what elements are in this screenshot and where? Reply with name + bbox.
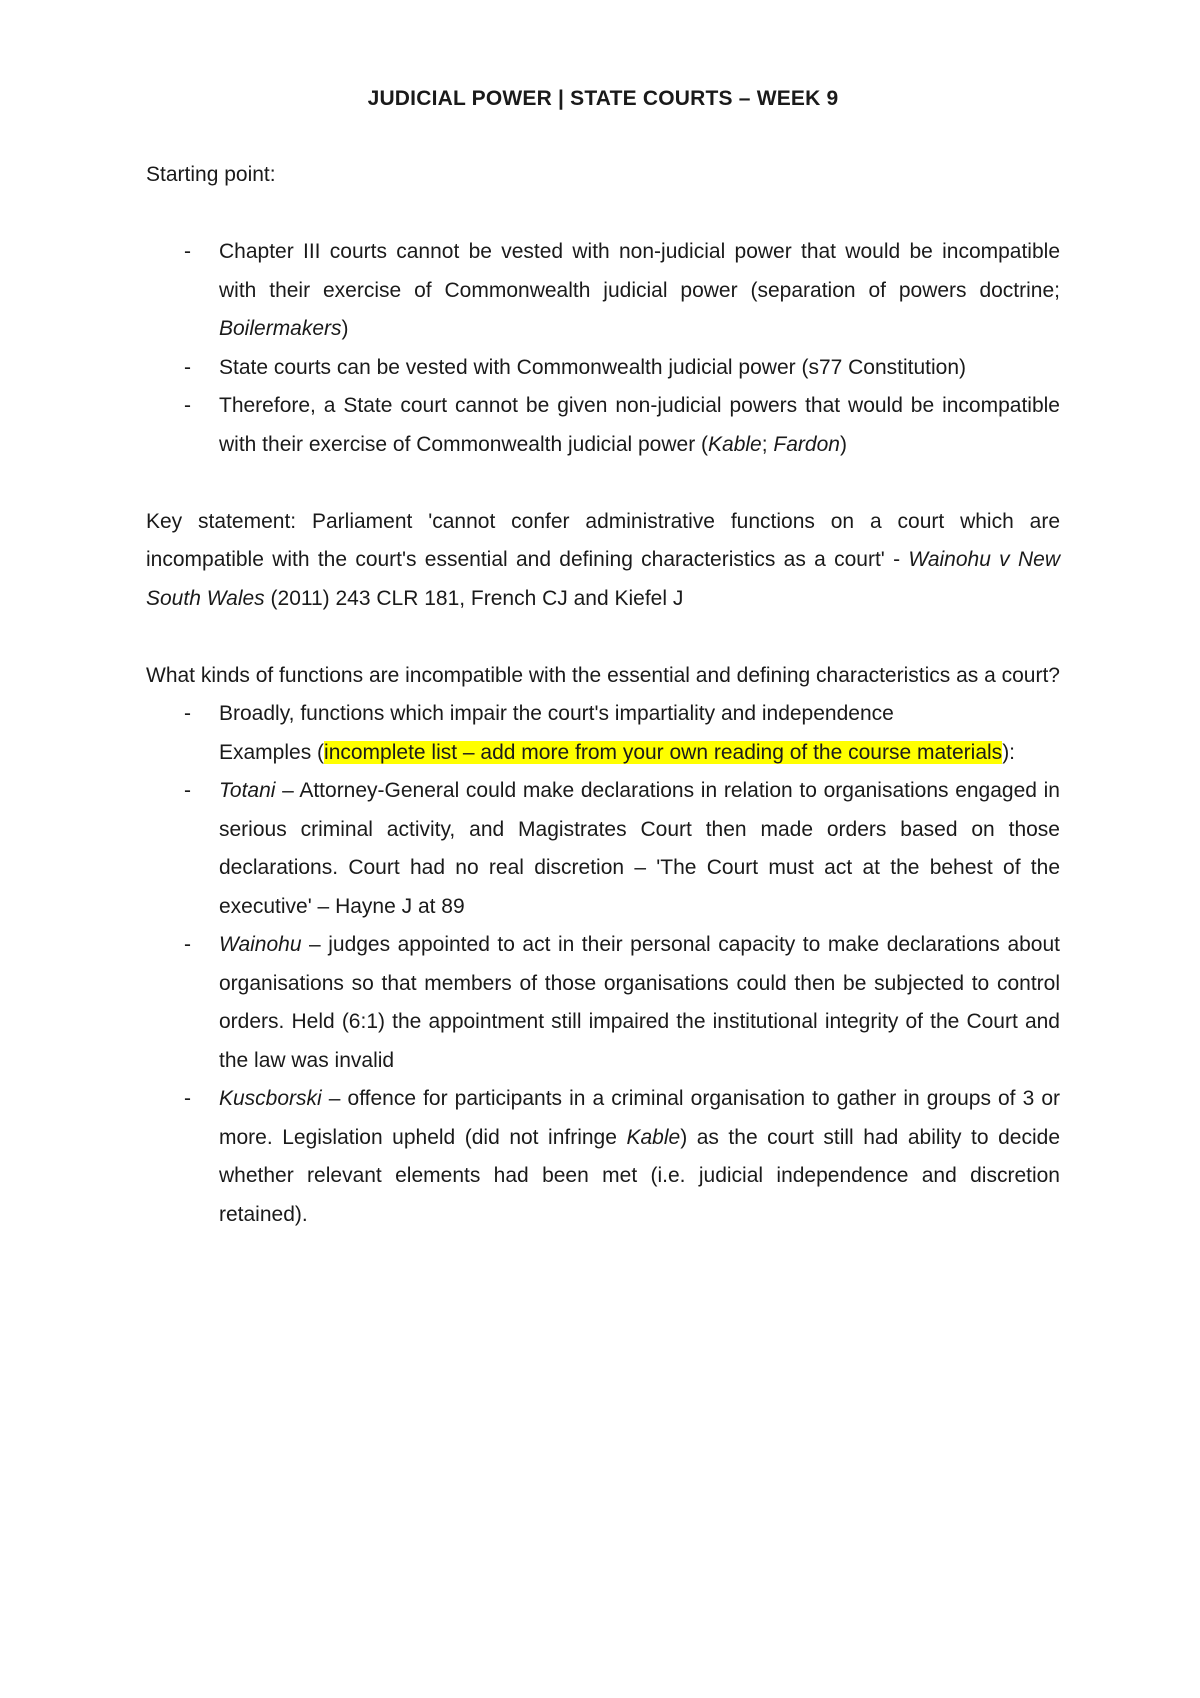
list-item: - Therefore, a State court cannot be given non-judicial powers that would be incompatible with their exercise of Commonwealth judicial power (Kable; Fardon) <box>146 387 1060 464</box>
functions-list <box>146 695 1060 734</box>
document-body <box>146 80 1060 1234</box>
case-name: Boilermakers <box>219 317 342 340</box>
highlighted-note: incomplete list – add more from your own reading of the course materials <box>324 740 1003 764</box>
starting-point-list <box>146 233 1060 464</box>
case-name: Fardon <box>773 432 840 456</box>
dash-bullet: - <box>184 933 191 956</box>
examples-paragraph: Examples (incomplete list – add more from your own reading of the course materials): <box>219 740 1016 764</box>
key-statement: Key statement: Parliament 'cannot confer administrative functions on a court which are incompatible with the court's essential and defining characteristics as a court' - Wainohu v New South Wales (2011) 243 CLR 181, French CJ and Kiefel J <box>146 509 1060 610</box>
question-paragraph: What kinds of functions are incompatible with the essential and defining characteristics as a court? <box>146 663 1060 687</box>
list-item: - Broadly, functions which impair the court's impartiality and independence <box>146 695 1060 734</box>
cases-list <box>146 772 1060 1234</box>
dash-bullet: - <box>184 240 191 263</box>
list-item: - Chapter III courts cannot be vested with non-judicial power that would be incompatible with their exercise of Commonwealth judicial power (separation of powers doctrine; Boilermakers) <box>146 233 1060 349</box>
case-name: Kable <box>626 1125 681 1149</box>
case-name: Wainohu <box>219 933 302 956</box>
dash-bullet: - <box>184 702 191 725</box>
list-item: - Kuscborski – offence for participants in a criminal organisation to gather in groups of 3 or more. Legislation upheld (did not infringe Kable) as the court still had ability to decide whether relevant elements had been met (i.e. judicial independence and discretion retained). <box>146 1080 1060 1234</box>
dash-bullet: - <box>184 1087 191 1110</box>
starting-point-heading: Starting point: <box>146 163 276 186</box>
case-name: Kuscborski <box>219 1087 322 1110</box>
case-name: Totani <box>219 779 276 802</box>
dash-bullet: - <box>184 394 191 417</box>
list-item: - Totani – Attorney-General could make declarations in relation to organisations engaged in serious criminal activity, and Magistrates Court then made orders based on those declarations. Court had no real discretion – 'The Court must act at the behest of the executive' – Hayne J at 89 <box>146 772 1060 926</box>
list-item: - State courts can be vested with Commonwealth judicial power (s77 Constitution) <box>146 349 1060 388</box>
case-name: Wainohu v New South Wales <box>146 548 1060 610</box>
case-name: Kable <box>708 432 762 456</box>
list-item: - Wainohu – judges appointed to act in their personal capacity to make declarations about organisations so that members of those organisations could then be subjected to control orders. Held (6:1) the appointment still impaired the institutional integrity of the Court and the law was invalid <box>146 926 1060 1080</box>
document-title: JUDICIAL POWER | STATE COURTS – WEEK 9 <box>367 87 839 110</box>
dash-bullet: - <box>184 779 191 802</box>
dash-bullet: - <box>184 355 191 379</box>
